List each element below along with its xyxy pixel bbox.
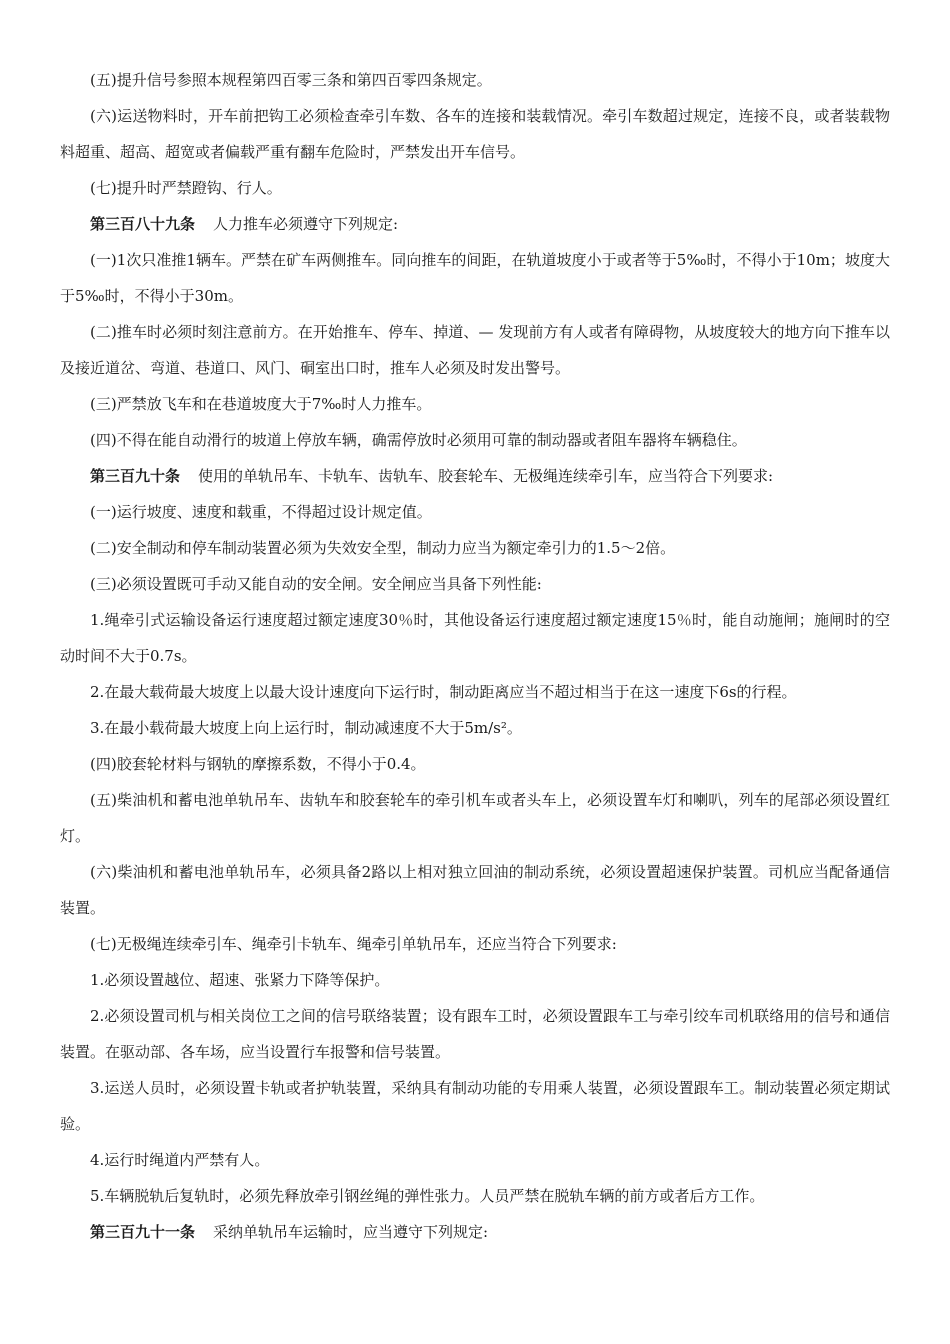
article-heading: 第三百八十九条	[90, 215, 196, 233]
article-text: 人力推车必须遵守下列规定:	[213, 215, 399, 233]
paragraph: (四)胶套轮材料与钢轨的摩擦系数，不得小于0.4。	[90, 755, 426, 773]
paragraph: (五)柴油机和蓄电池单轨吊车、齿轨车和胶套轮车的牵引机车或者头车上，必须设置车灯和喇叭，列车的尾部必须设置红灯。	[60, 791, 890, 845]
document-page	[60, 62, 890, 1250]
paragraph: (二)安全制动和停车制动装置必须为失效安全型，制动力应当为额定牵引力的1.5～2倍。	[90, 539, 676, 557]
paragraph: (六)柴油机和蓄电池单轨吊车，必须具备2路以上相对独立回油的制动系统，必须设置超速保护装置。司机应当配备通信装置。	[60, 863, 890, 917]
article-heading: 第三百九十条	[90, 467, 181, 485]
article-text: 使用的单轨吊车、卡轨车、齿轨车、胶套轮车、无极绳连续牵引车，应当符合下列要求:	[198, 467, 774, 485]
paragraph: (七)提升时严禁蹬钩、行人。	[90, 179, 282, 197]
article-paragraph	[60, 458, 890, 494]
paragraph: 3.运送人员时，必须设置卡轨或者护轨装置，采纳具有制动功能的专用乘人装置，必须设置跟车工。制动装置必须定期试验。	[60, 1079, 890, 1133]
paragraph: 1.必须设置越位、超速、张紧力下降等保护。	[90, 971, 390, 989]
paragraph: (一)运行坡度、速度和载重，不得超过设计规定值。	[90, 503, 432, 521]
paragraph: (二)推车时必须时刻注意前方。在开始推车、停车、掉道、— 发现前方有人或者有障碍物，从坡度较大的地方向下推车以及接近道岔、弯道、巷道口、风门、硐室出口时，推车人必须及时发出警号。	[60, 323, 890, 377]
paragraph: (一)1次只准推1辆车。严禁在矿车两侧推车。同向推车的间距，在轨道坡度小于或者等于5‰时，不得小于10m；坡度大于5‰时，不得小于30m。	[60, 251, 890, 305]
paragraph: 1.绳牵引式运输设备运行速度超过额定速度30％时，其他设备运行速度超过额定速度15％时，能自动施闸；施闸时的空动时间不大于0.7s。	[60, 611, 890, 665]
paragraph: (七)无极绳连续牵引车、绳牵引卡轨车、绳牵引单轨吊车，还应当符合下列要求:	[90, 935, 617, 953]
paragraph: (五)提升信号参照本规程第四百零三条和第四百零四条规定。	[90, 71, 492, 89]
article-paragraph	[60, 206, 890, 242]
article-paragraph	[60, 1214, 890, 1250]
paragraph: 4.运行时绳道内严禁有人。	[90, 1151, 270, 1169]
article-text: 采纳单轨吊车运输时，应当遵守下列规定:	[213, 1223, 489, 1241]
paragraph: 2.必须设置司机与相关岗位工之间的信号联络装置；设有跟车工时，必须设置跟车工与牵引绞车司机联络用的信号和通信装置。在驱动部、各车场，应当设置行车报警和信号装置。	[60, 1007, 890, 1061]
paragraph: (三)必须设置既可手动又能自动的安全闸。安全闸应当具备下列性能:	[90, 575, 542, 593]
paragraph: 3.在最小载荷最大坡度上向上运行时，制动减速度不大于5m/s²。	[90, 719, 522, 737]
paragraph: (四)不得在能自动滑行的坡道上停放车辆，确需停放时必须用可靠的制动器或者阻车器将车辆稳住。	[90, 431, 747, 449]
paragraph: 2.在最大载荷最大坡度上以最大设计速度向下运行时，制动距离应当不超过相当于在这一速度下6s的行程。	[90, 683, 797, 701]
paragraph: (三)严禁放飞车和在巷道坡度大于7‰时人力推车。	[90, 395, 432, 413]
paragraph: 5.车辆脱轨后复轨时，必须先释放牵引钢丝绳的弹性张力。人员严禁在脱轨车辆的前方或者后方工作。	[90, 1187, 765, 1205]
article-heading: 第三百九十一条	[90, 1223, 196, 1241]
paragraph: (六)运送物料时，开车前把钩工必须检查牵引车数、各车的连接和装载情况。牵引车数超过规定，连接不良，或者装载物料超重、超高、超宽或者偏载严重有翻车危险时，严禁发出开车信号。	[60, 107, 890, 161]
